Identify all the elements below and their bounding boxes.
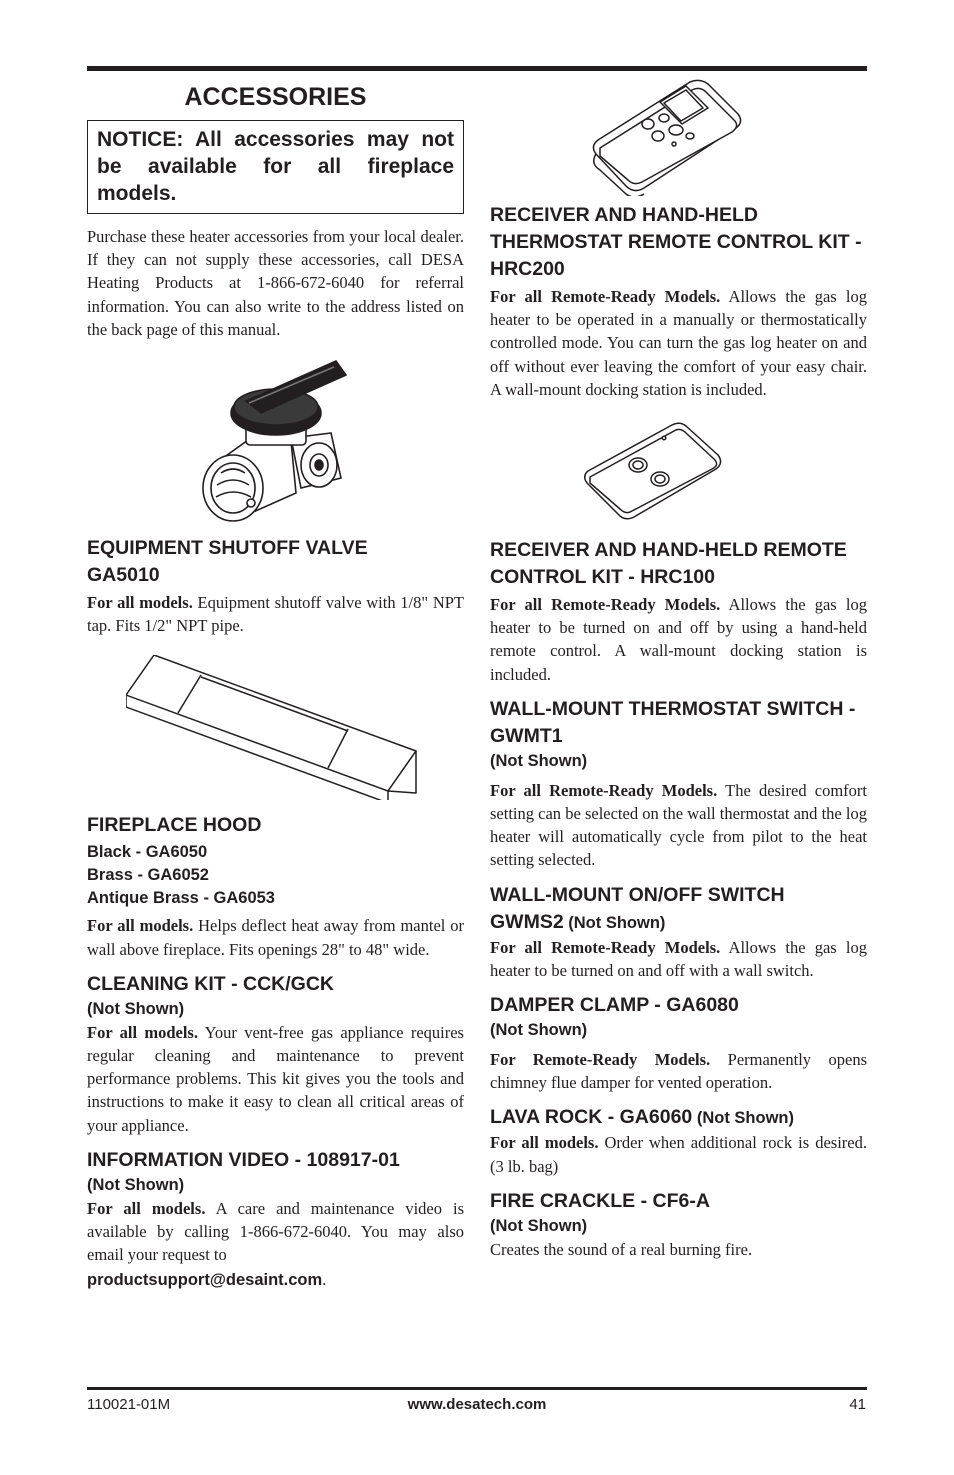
right-column <box>490 78 867 1261</box>
hrc100-heading: RECEIVER AND HAND-HELD REMOTE CONTROL KIT - HRC100 <box>490 539 847 589</box>
cleaning-heading: CLEANING KIT - CCK/GCK <box>87 972 334 995</box>
damper-description: For Remote-Ready Models. Permanently opens chimney flue damper for vented operation. <box>490 1050 867 1093</box>
gwms2-description: For all Remote-Ready Models. Allows the gas log heater to be turned on and off with a wall switch. <box>490 937 867 980</box>
cleaning-description: For all models. Your vent-free gas appliance requires regular cleaning and maintenance to prevent performance problems. This kit gives you the tools and instructions to make it easy to clean all critical areas of your appliance. <box>87 1022 464 1135</box>
crackle-note: (Not Shown) <box>490 1216 588 1235</box>
video-heading: INFORMATION VIDEO - 108917-01 <box>87 1148 400 1171</box>
hrc200-heading: RECEIVER AND HAND-HELD THERMOSTAT REMOTE CONTROL KIT - HRC200 <box>490 204 862 280</box>
footer-page-number: 41 <box>849 1396 866 1413</box>
lava-description: For all models. Order when additional rock is desired. (3 lb. bag) <box>490 1133 867 1176</box>
gwms2-heading: WALL-MOUNT ON/OFF SWITCH GWMS2 (Not Shown) <box>490 883 785 933</box>
crackle-heading: FIRE CRACKLE - CF6-A <box>490 1189 710 1212</box>
left-column <box>87 78 464 1292</box>
video-note: (Not Shown) <box>87 1175 185 1194</box>
video-description: For all models. A care and maintenance video is available by calling 1-866-672-6040. You may also email your request to <box>87 1198 464 1265</box>
footer-website[interactable]: www.desatech.com <box>407 1396 547 1413</box>
handheld-remote-illustration <box>582 421 727 523</box>
hood-variant: Black - GA6050 <box>87 843 208 862</box>
lava-heading: LAVA ROCK - GA6060 (Not Shown) <box>490 1106 794 1129</box>
gwmt1-description: For all Remote-Ready Models. The desired comfort setting can be selected on the wall thermostat and the log heater will automatically cycle from pilot to the heat setting selected. <box>490 780 867 870</box>
top-rule <box>87 66 867 71</box>
damper-heading: DAMPER CLAMP - GA6080 <box>490 994 739 1017</box>
damper-note: (Not Shown) <box>490 1021 588 1040</box>
hood-description: For all models. Helps deflect heat away from mantel or wall above fireplace. Fits openings 28" to 48" wide. <box>87 916 465 959</box>
support-email: productsupport@desaint.com. <box>87 1270 327 1290</box>
page-title: ACCESSORIES <box>184 83 367 111</box>
hrc100-description: For all Remote-Ready Models. Allows the gas log heater to be turned on and off by using a hand-held remote control. A wall-mount docking station is included. <box>490 595 867 684</box>
hood-heading: FIREPLACE HOOD <box>87 814 262 837</box>
gwmt1-note: (Not Shown) <box>490 751 588 770</box>
crackle-description: Creates the sound of a real burning fire. <box>490 1239 753 1259</box>
hood-variant: Antique Brass - GA6053 <box>87 889 275 908</box>
thermostat-remote-illustration <box>590 78 750 196</box>
shutoff-description: For all models. Equipment shutoff valve with 1/8" NPT tap. Fits 1/2" NPT pipe. <box>87 593 464 636</box>
fireplace-hood-illustration <box>126 655 426 800</box>
intro-paragraph: Purchase these heater accessories from your local dealer. If they can not supply these accessories, call DESA Heating Products at 1-866-672-6040 for referral information. You can also write to the address listed on the back page of this manual. <box>87 227 464 339</box>
shutoff-valve-illustration <box>191 353 361 523</box>
shutoff-heading: EQUIPMENT SHUTOFF VALVE GA5010 <box>87 537 368 587</box>
hood-variant: Brass - GA6052 <box>87 866 209 885</box>
cleaning-note: (Not Shown) <box>87 999 185 1018</box>
hood-variants <box>87 841 464 910</box>
notice-box: NOTICE: All accessories may not be available for all fireplace models. <box>87 120 464 214</box>
hrc200-description: For all Remote-Ready Models. Allows the gas log heater to be operated in a manually or thermostatically controlled mode. You can turn the gas log heater on and off without ever leaving the comfort of your easy chair. A wall-mount docking station is included. <box>490 287 867 399</box>
gwmt1-heading: WALL-MOUNT THERMOSTAT SWITCH - GWMT1 <box>490 697 856 747</box>
support-email-link[interactable]: productsupport@desaint.com <box>87 1271 323 1290</box>
bottom-rule <box>87 1387 867 1390</box>
footer-doc-number: 110021-01M <box>87 1396 171 1413</box>
